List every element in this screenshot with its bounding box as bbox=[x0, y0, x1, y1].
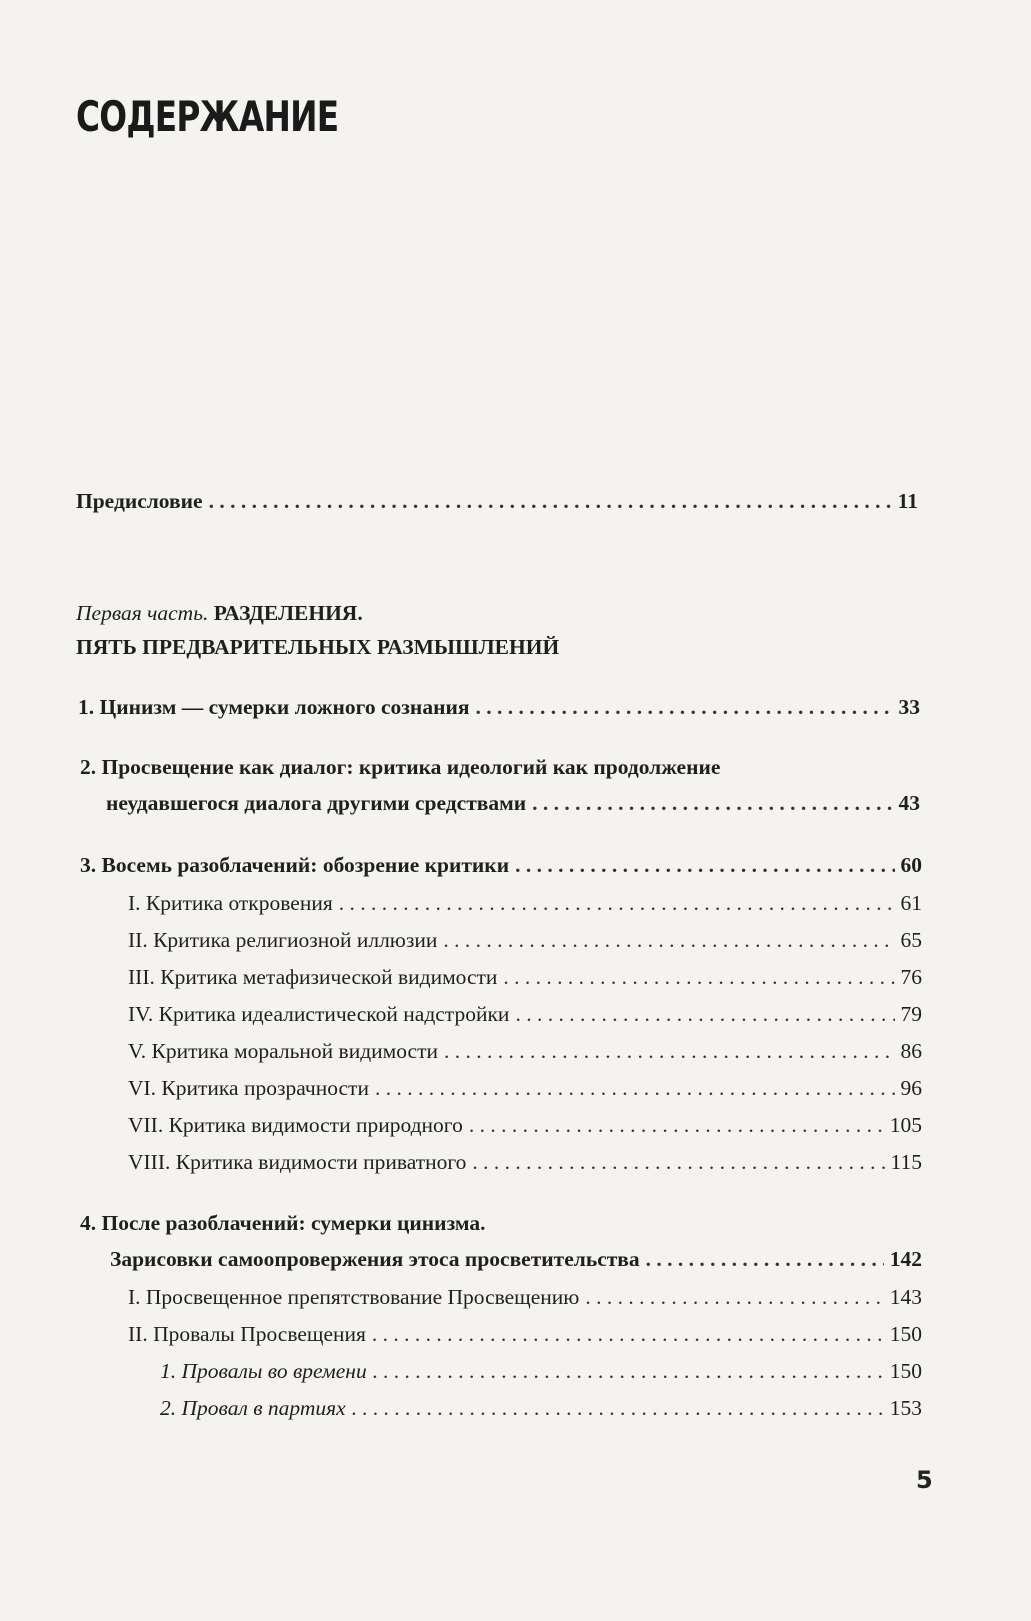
toc-entry-page: 33 bbox=[898, 695, 920, 719]
dot-leader bbox=[443, 923, 894, 957]
toc-entry-chapter-2-line1: 2. Просвещение как диалог: критика идеологий как продолжение bbox=[80, 755, 721, 779]
toc-subsubentry-page: 153 bbox=[889, 1396, 922, 1420]
page-number: 5 bbox=[916, 1466, 933, 1494]
dot-leader bbox=[469, 1108, 884, 1142]
toc-subentry-page: 65 bbox=[900, 928, 922, 952]
toc-entry-page: 43 bbox=[898, 791, 920, 815]
dot-leader bbox=[503, 960, 894, 994]
toc-entry-title: Зарисовки самоопровержения этоса просветительства bbox=[110, 1247, 640, 1271]
toc-subsubentry bbox=[160, 1354, 922, 1388]
toc-subentry bbox=[128, 1071, 922, 1105]
toc-subentry bbox=[128, 923, 922, 957]
dot-leader bbox=[372, 1317, 884, 1351]
toc-entry-page: 142 bbox=[889, 1247, 922, 1271]
toc-subentry-title: I. Критика откровения bbox=[128, 891, 333, 915]
toc-subentry-page: 79 bbox=[900, 1002, 922, 1026]
toc-subentry bbox=[128, 1280, 922, 1314]
toc-subentry-title: III. Критика метафизической видимости bbox=[128, 965, 498, 989]
toc-entry-title: Предисловие bbox=[76, 489, 203, 513]
toc-entry-title: 1. Цинизм — сумерки ложного сознания bbox=[78, 695, 470, 719]
toc-subentry bbox=[128, 960, 922, 994]
toc-subentry-title: VII. Критика видимости природного bbox=[128, 1113, 463, 1137]
dot-leader bbox=[444, 1034, 895, 1068]
part-title: РАЗДЕЛЕНИЯ. bbox=[213, 601, 363, 625]
toc-subentry-title: II. Критика религиозной иллюзии bbox=[128, 928, 438, 952]
toc-subentry bbox=[128, 1108, 922, 1142]
part-heading-line2: ПЯТЬ ПРЕДВАРИТЕЛЬНЫХ РАЗМЫШЛЕНИЙ bbox=[76, 635, 560, 659]
toc-subentry-page: 105 bbox=[889, 1113, 922, 1137]
dot-leader bbox=[585, 1280, 883, 1314]
dot-leader bbox=[515, 848, 894, 882]
toc-entry-chapter-3 bbox=[80, 848, 922, 882]
toc-entry-title: 3. Восемь разоблачений: обозрение критики bbox=[80, 853, 510, 877]
toc-subentry-title: VIII. Критика видимости приватного bbox=[128, 1150, 467, 1174]
part-heading-line1 bbox=[76, 596, 363, 630]
toc-subentry-page: 61 bbox=[900, 891, 922, 915]
toc-entry-chapter-4-line1: 4. После разоблачений: сумерки цинизма. bbox=[80, 1211, 486, 1235]
dot-leader bbox=[475, 690, 892, 724]
toc-subentry bbox=[128, 1317, 922, 1351]
toc-subentry bbox=[128, 886, 922, 920]
dot-leader bbox=[209, 484, 892, 518]
toc-subsubentry-title: 2. Провал в партиях bbox=[160, 1396, 346, 1420]
dot-leader bbox=[646, 1242, 884, 1276]
dot-leader bbox=[373, 1354, 884, 1388]
toc-subentry-page: 143 bbox=[889, 1285, 922, 1309]
toc-entry-chapter-1 bbox=[78, 690, 920, 724]
dot-leader bbox=[375, 1071, 895, 1105]
toc-subentry-title: VI. Критика прозрачности bbox=[128, 1076, 369, 1100]
toc-subentry-title: IV. Критика идеалистической надстройки bbox=[128, 1002, 510, 1026]
toc-entry-chapter-4-line2 bbox=[110, 1242, 922, 1276]
contents-heading: СОДЕРЖАНИЕ bbox=[76, 92, 339, 141]
toc-subentry-title: I. Просвещенное препятствование Просвещению bbox=[128, 1285, 580, 1309]
dot-leader bbox=[515, 997, 894, 1031]
toc-subentry bbox=[128, 1034, 922, 1068]
toc-entry-title: неудавшегося диалога другими средствами bbox=[106, 791, 527, 815]
dot-leader bbox=[339, 886, 895, 920]
toc-subentry-title: V. Критика моральной видимости bbox=[128, 1039, 438, 1063]
toc-subentry-page: 115 bbox=[890, 1150, 922, 1174]
toc-subsubentry-title: 1. Провалы во времени bbox=[160, 1359, 367, 1383]
toc-subentry bbox=[128, 997, 922, 1031]
dot-leader bbox=[472, 1145, 884, 1179]
toc-subentry-page: 150 bbox=[889, 1322, 922, 1346]
toc-subsubentry bbox=[160, 1391, 922, 1425]
toc-entry-page: 60 bbox=[900, 853, 922, 877]
toc-subentry-page: 76 bbox=[900, 965, 922, 989]
toc-subentry-page: 96 bbox=[900, 1076, 922, 1100]
toc-subsubentry-page: 150 bbox=[889, 1359, 922, 1383]
toc-subentry-page: 86 bbox=[900, 1039, 922, 1063]
toc-subentry bbox=[128, 1145, 922, 1179]
toc-entry-page: 11 bbox=[897, 489, 918, 513]
toc-subentry-title: II. Провалы Просвещения bbox=[128, 1322, 366, 1346]
dot-leader bbox=[352, 1391, 884, 1425]
toc-entry-preface bbox=[76, 484, 918, 518]
part-prefix: Первая часть. bbox=[76, 601, 209, 625]
dot-leader bbox=[532, 786, 892, 820]
toc-entry-chapter-2-line2 bbox=[106, 786, 920, 820]
